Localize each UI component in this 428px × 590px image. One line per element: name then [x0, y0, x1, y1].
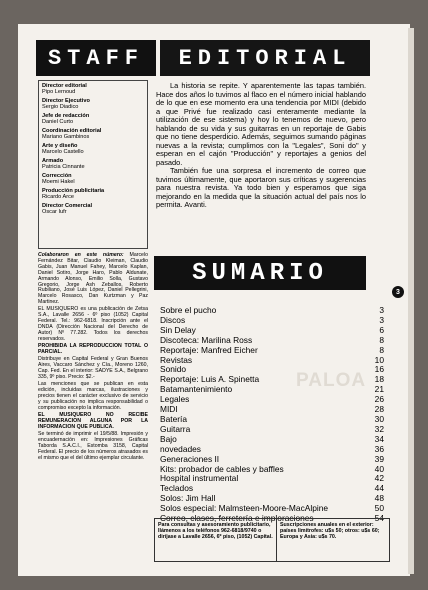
sumario-item-label: Discos: [160, 314, 186, 325]
staff-entry: [42, 128, 144, 141]
staff-name: Ricardo Arce: [42, 194, 75, 201]
sumario-item-page: 28: [374, 404, 384, 415]
sumario-item-page: 26: [374, 394, 384, 405]
sumario-item: [160, 356, 384, 366]
editorial-paragraph: La historia se repite. Y aparentemente las tapas también. Hace dos años lo tuvimos al flaco en el número inicial hablando de lo que en ese momento era una tendencia por MIDI (debido a que Privé fue realizado casi enteramente mediante la utilización de ese sistema) y hoy lo tenemos de nuevo, pero hablando de su vida y sus guitarras en un reportaje de Gabis que no tiene desperdicio. Además, seguimos sumando páginas nuevas a la revista; cumplimos con la "Legales", Soni do" y esperan en el cajón "Producción" y reportajes a genios del pasado.: [156, 81, 366, 167]
sumario-item: [160, 306, 384, 316]
sumario-item-label: Hospital instrumental: [160, 473, 239, 484]
legal-distribution: Distribuye en Capital Federal y Gran Buenos Aires, Vaccaro Sánchez y Cía., Moreno 1260, Cap. Fed. En el interior: SADYE S.A., Belgrano 335, 9º piso. Precio: $2.-: [38, 356, 148, 381]
collaborators-title: Colaboraron en este número:: [38, 252, 124, 258]
sumario-item-page: 21: [374, 384, 384, 395]
sumario-item-label: Teclados: [160, 483, 194, 494]
footer-box: [154, 518, 390, 562]
editorial-paragraph: También fue una sorpresa el incremento de correo que tuvimos últimamente, que aportaron sus críticas y sugerencias para nuestra revista. Ya todo bien y esperamos que siga mejorando en la medida que la situación actual del país nos lo permita. Avanti.: [156, 166, 366, 209]
page-edge: [408, 28, 414, 574]
staff-entry: [42, 83, 144, 96]
legal-printing: Se terminó de imprimir el 19/5/88. Impresión y encuadernación en: Impresiones Gráficas Taborda S.A.C.I., Estomba 3158, Capital Federal. El precio de los números atrasados es el mismo que el del último ejemplar circulante.: [38, 431, 148, 461]
sumario-item-label: Batería: [160, 413, 188, 424]
sumario-list: [160, 306, 384, 524]
sumario-item-label: Reportaje: Luis A. Spinetta: [160, 374, 260, 385]
staff-role: Coordinación editorial: [42, 127, 102, 134]
sumario-item: [160, 455, 384, 465]
sumario-item-page: 8: [379, 334, 384, 345]
staff-entry: [42, 173, 144, 186]
staff-name: Daniel Curto: [42, 119, 74, 126]
sumario-item: [160, 474, 384, 484]
sumario-item-page: 44: [374, 483, 384, 494]
sumario-item-label: Sobre el pucho: [160, 305, 217, 315]
staff-name: Oscar Iufr: [42, 209, 67, 216]
staff-box: [38, 80, 148, 249]
staff-credits-column: [38, 253, 148, 463]
show-through-text: PALOA: [296, 370, 367, 391]
sumario-item-label: Legales: [160, 394, 190, 405]
sumario-item-page: 50: [374, 503, 384, 514]
sumario-item-label: Guitarra: [160, 423, 191, 434]
sumario-item-page: 39: [374, 453, 384, 464]
sumario-item: [160, 415, 384, 425]
staff-name: Moemi Hakel: [42, 179, 75, 186]
staff-name: Mariano Gambinos: [42, 134, 90, 141]
staff-role: Producción publicitaria: [42, 187, 105, 194]
sumario-item-page: 6: [379, 324, 384, 335]
sumario-item-page: 3: [379, 314, 384, 325]
staff-role: Corrección: [42, 172, 72, 179]
sumario-item: [160, 405, 384, 415]
sumario-item-label: Sonido: [160, 364, 187, 375]
sumario-item: [160, 346, 384, 356]
sumario-item-page: 32: [374, 423, 384, 434]
sumario-item-page: 36: [374, 443, 384, 454]
sumario-item-page: 3: [379, 305, 384, 315]
sumario-item-label: Sin Delay: [160, 324, 196, 335]
staff-name: Marcelo Castello: [42, 149, 84, 156]
staff-name: Sergio Diadico: [42, 104, 79, 111]
sumario-item-page: 40: [374, 463, 384, 474]
sumario-item-label: Batamantenimiento: [160, 384, 233, 395]
staff-entry: [42, 158, 144, 171]
staff-entry: [42, 98, 144, 111]
editorial-body: [156, 82, 366, 210]
staff-header: STAFF: [36, 40, 156, 76]
staff-role: Armado: [42, 157, 64, 164]
sumario-item-page: 10: [374, 354, 384, 365]
sumario-item: [160, 385, 384, 395]
sumario-item-page: 8: [379, 344, 384, 355]
sumario-item-page: 42: [374, 473, 384, 484]
sumario-item-page: 54: [374, 513, 384, 524]
sumario-header: SUMARIO: [154, 256, 366, 290]
page-number-badge: 3: [392, 286, 404, 298]
collaborators-list: Marcelo Fernández Bitar, Claudio Kleiman, Claudio Gabis, Juan Manuel Fahey, Marcelo Kaplan, Daniel Sotiro, Jorge Haro, Pablo Aldunate, Armando Alonso, Emilio Solla, Gustavo Gregorio, Jorge Ash Zeballos, Roberto Rubiliano, José Luis López, Daniel Pellegrini, Marcelo Rosasco, Dan Kurtzman y Paz Martinez.: [38, 252, 148, 306]
legal-publisher: EL MUSIQUERO es una publicación de Zetsa S.A., Lavalle 2656 - 6º piso (1052) Capital Federal. Tel.: 962-6818. Inscripción ante el DNDA (Dirección Nacional del Derecho de Autor) Nº 77.282. Todos los derechos reservados.: [38, 306, 148, 342]
sumario-item-label: Solos especial: Malmsteen-Moore-MacAlpine: [160, 503, 329, 514]
sumario-item-label: Discoteca: Marilina Ross: [160, 334, 253, 345]
editorial-header: EDITORIAL: [156, 40, 370, 76]
staff-role: Director Ejecutivo: [42, 97, 90, 104]
staff-role: Jefe de redacción: [42, 112, 90, 119]
staff-name: Pipo Lernoud: [42, 89, 76, 96]
sumario-item-label: MIDI: [160, 404, 178, 415]
sumario-item-page: 30: [374, 413, 384, 424]
staff-role: Director Comercial: [42, 202, 93, 209]
legal-reproduction: PROHIBIDA LA REPRODUCCION TOTAL O PARCIAL.: [38, 343, 148, 356]
advertising-info: Para consultas y asesoramiento publicitario, llámenos a los teléfonos 962-6818/9740 o diríjase a Lavalle 2656, 6º piso, (1052) Capital.: [155, 519, 277, 561]
legal-remuneration: EL MUSIQUERO NO RECIBE REMUNERACION ALGUNA POR LA INFORMACION QUE PUBLICA.: [38, 412, 148, 430]
sumario-item: [160, 425, 384, 435]
sumario-item-label: novedades: [160, 443, 201, 454]
sumario-item-label: Kits: probador de cables y baffles: [160, 463, 284, 474]
sumario-item-page: 48: [374, 493, 384, 504]
sumario-item-label: Bajo: [160, 433, 177, 444]
staff-entry: [42, 113, 144, 126]
sumario-item-label: Correo, clases, ferretería e imploraciones: [160, 513, 314, 524]
sumario-item-page: 18: [374, 374, 384, 385]
sumario-item-page: 16: [374, 364, 384, 375]
staff-role: Director editorial: [42, 83, 87, 89]
sumario-item-label: Revistas: [160, 354, 193, 365]
staff-entry: [42, 203, 144, 216]
staff-name: Patricia Cinnante: [42, 164, 85, 171]
sumario-item-page: 34: [374, 433, 384, 444]
legal-disclaimer: Las menciones que se publican en esta edición, incluidas marcas, ilustraciones y precios tienen el carácter exclusivo de servicio y su publicación no implica responsabilidad o compromiso excepto la información.: [38, 381, 148, 411]
collaborators-paragraph: [38, 253, 148, 306]
staff-entry: [42, 143, 144, 156]
subscription-info: Suscripciones anuales en el exterior: países limítrofes: u$s 50; otros: u$s 60; Europa y Asia: u$s 70.: [280, 522, 380, 541]
staff-entry: [42, 188, 144, 201]
sumario-item-label: Generaciones II: [160, 453, 220, 464]
staff-role: Arte y diseño: [42, 142, 78, 149]
sumario-item: [160, 395, 384, 405]
sumario-item-label: Solos: Jim Hall: [160, 493, 216, 504]
sumario-item-label: Reportaje: Manfred Eicher: [160, 344, 258, 355]
